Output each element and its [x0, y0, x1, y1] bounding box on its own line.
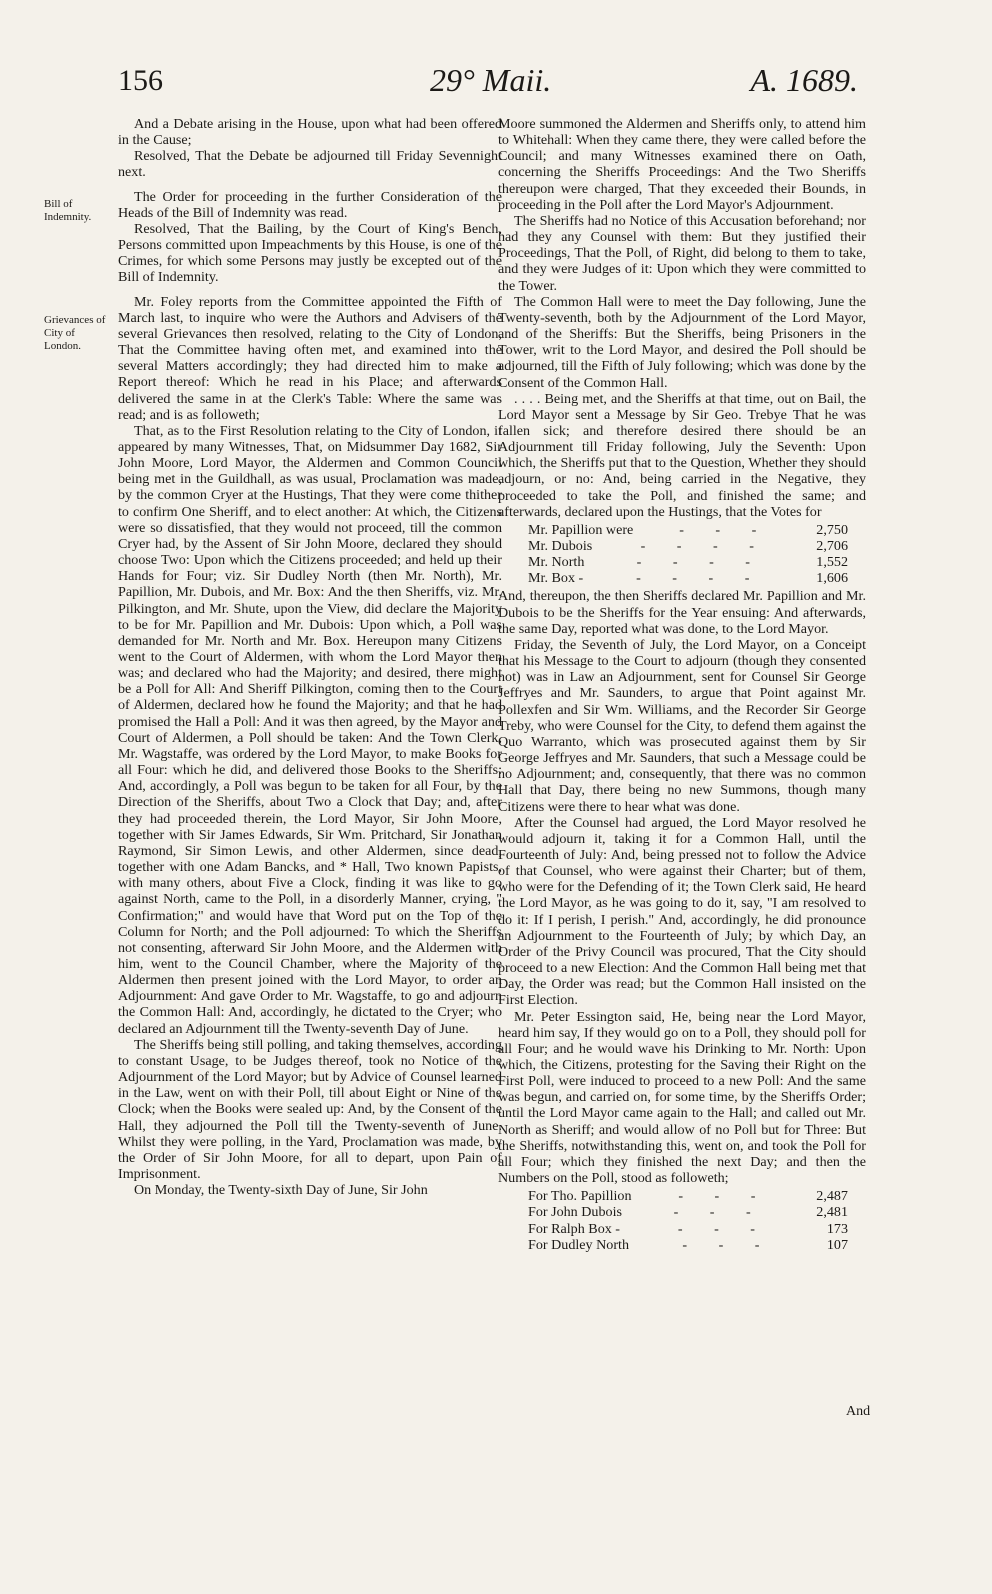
margin-note-grievances: Grievances of City of London.	[44, 314, 106, 352]
candidate-name: Mr. Papillion were	[528, 521, 634, 538]
paragraph: Resolved, That the Debate be adjourned till Friday Sevennight next.	[118, 148, 502, 181]
candidate-name: For Ralph Box -	[528, 1220, 621, 1237]
paragraph: Resolved, That the Bailing, by the Court of King's Bench, Persons committed upon Impeachments by this House, is one of the Crimes, for which some Persons may justly be excepted out of the Bill of Indemnity.	[118, 220, 502, 286]
poll-row	[528, 1188, 848, 1204]
paragraph: Friday, the Seventh of July, the Lord Mayor, on a Conceipt that his Message to the Court to adjourn (though they consented not) was in Law an Adjournment, sent for Counsel Sir George Jeffryes and Mr. Saunders, to argue that Point against Mr. Pollexfen and Sir Wm. Williams, and the Recorder Sir George Treby, who were Counsel for the City, to defend them against the Quo Warranto, which was prosecuted against them by Sir George Jeffryes and Mr. Saunders, that such a Message could be no Adjournment; and, consequently, that there was no common Hall that Day, there being no new Summons, though many Citizens were there to hear what was done.	[498, 636, 866, 815]
vote-count: 2,750	[816, 521, 848, 538]
leader-dashes: - - -	[673, 1204, 765, 1221]
poll-row	[528, 1221, 848, 1237]
candidate-name: For Tho. Papillion	[528, 1188, 632, 1205]
poll-row	[528, 538, 848, 554]
paragraph: The Order for proceeding in the further Consideration of the Heads of the Bill of Indemnity was read.	[118, 188, 502, 221]
paragraph: After the Counsel had argued, the Lord Mayor resolved he would adjourn it, taking it for a Common Hall, until the Fourteenth of July: And, being pressed not to follow the Advice of that Counsel, who were against their Charter; but of them, who were for the Defending of it; the Town Clerk said, He heard the Lord Mayor, as he was going to do it, say, "I am resolved to do it: If I perish, I perish." And, accordingly, he did pronounce an Adjournment to the Fourteenth of July; by which Day, an Order of the Privy Council was procured, That the City should proceed to a new Election: And the Common Hall being met that Day, the Order was read; but the Common Hall insisted on the First Election.	[498, 814, 866, 1009]
candidate-name: Mr. Box -	[528, 570, 584, 587]
left-column	[118, 116, 502, 1198]
candidate-name: For Dudley North	[528, 1236, 629, 1253]
leader-dashes: - - - -	[636, 570, 764, 587]
session-date: 29° Maii.	[430, 62, 552, 98]
paragraph: And, thereupon, the then Sheriffs declared Mr. Papillion and Mr. Dubois to be the Sheriffs for the Year ensuing: And afterwards, the same Day, reported what was done, to the Lord Mayor.	[498, 588, 866, 637]
poll-row	[528, 570, 848, 586]
leader-dashes: - - - -	[640, 538, 768, 555]
poll-row	[528, 1204, 848, 1220]
page-header	[118, 62, 858, 102]
vote-count: 173	[826, 1220, 848, 1237]
vote-count: 2,706	[816, 538, 848, 555]
margin-note-indemnity: Bill of Indemnity.	[44, 198, 92, 223]
catchword: And	[846, 1404, 871, 1419]
leader-dashes: - - -	[679, 521, 771, 538]
vote-count: 2,481	[816, 1204, 848, 1221]
leader-dashes: - - -	[678, 1188, 770, 1205]
paragraph: And a Debate arising in the House, upon what had been offered in the Cause;	[118, 116, 502, 149]
poll-row	[528, 522, 848, 538]
vote-count: 1,552	[816, 554, 848, 571]
leader-dashes: - - -	[682, 1236, 774, 1253]
paragraph: That, as to the First Resolution relating to the City of London, it appeared by many Witnesses, That, on Midsummer Day 1682, Sir John Moore, Lord Mayor, the Aldermen and Common Council being met in the Guildhall, as was usual, Proclamation was made, by the common Cryer at the Hustings, That they were come thither to confirm One Sheriff, and to elect another: At which, the Citizens were so dissatisfied, that they would not proceed, till the common Cryer had, by the Assent of Sir John Moore, declared they should choose Two: Upon which the Citizens proceeded; and held up their Hands for Four; viz. Sir Dudley North (then Mr. North), Mr. Papillion, Mr. Dubois, and Mr. Box: And the then Sheriffs, viz. Mr. Pilkington, and Mr. Shute, upon the View, did declare the Majority to be for Mr. Papillion and Mr. Dubois: Upon which, a Poll was demanded for Mr. North and Mr. Box. Hereupon many Citizens went to the Court of Aldermen, with whom the Lord Mayor then was; and declared who had the Majority; and desired, there might be a Poll for All: And Sheriff Pilkington, coming then to the Court of Aldermen, declared how he found the Majority; and that he had promised the Hall a Poll: And it was then agreed, by the Mayor and Court of Aldermen, a Poll should be taken: And the Town Clerk, Mr. Wagstaffe, was ordered by the Lord Mayor, to make Books for all Four: which he did, and delivered those Books to the Sheriffs: And, accordingly, a Poll was begun to be taken for all Four, by the Direction of the Sheriffs, about Two a Clock that Day; and, after they had proceeded therein, the Lord Mayor, Sir John Moore, together with Sir James Edwards, Sir Wm. Pritchard, Sir Jonathan Raymond, Sir Simon Lewis, and other Aldermen, since dead, together with one Adam Bancks, and * Hall, Two known Papists, with many others, about Five a Clock, finding it was like to go against North, came to the Poll, in a disorderly Manner, crying, " Confirmation;" and would have that Word put on the Top of the Column for North; and the Poll adjourned: To which the Sheriffs not consenting, afterward Sir John Moore, and the Aldermen with him, went to the Council Chamber, where the Majority of the Aldermen then present joined with the Lord Mayor, to order an Adjournment: And gave Order to Mr. Wagstaffe, to go and adjourn the Common Hall: And, accordingly, he dictated to the Cryer; who declared an Adjournment till the Twenty-seventh Day of June.	[118, 422, 502, 1037]
poll-row	[528, 1237, 848, 1253]
paragraph: Mr. Foley reports from the Committee appointed the Fifth of March last, to inquire who were the Authors and Advisers of the several Grievances then resolved, relating to the City of London, That the Committee having often met, and examined into the several Matters accordingly; they had directed him to make a Report thereof: Which he read in his Place; and afterwards delivered the same in at the Clerk's Table: Where the same was read; and is as followeth;	[118, 293, 502, 423]
paragraph: Mr. Peter Essington said, He, being near the Lord Mayor, heard him say, If they would go on to a Poll, they should poll for all Four; and he would wave his Drinking to Mr. North: Upon which, the Citizens, protesting for the Saving their Right on the First Poll, were induced to proceed to a new Poll: And the same was begun, and carried on, for some time, by the Sheriffs Order; until the Lord Mayor came again to the Hall; and called out Mr. North as Sheriff; and would allow of no Poll but for Three: But the Sheriffs, notwithstanding this, went on, and took the Poll for all Four; which they finished the next Day; and then the Numbers on the Poll, stood as followeth;	[498, 1008, 866, 1187]
vote-count: 2,487	[816, 1188, 848, 1205]
candidate-name: Mr. Dubois	[528, 538, 593, 555]
paragraph: The Sheriffs had no Notice of this Accusation beforehand; nor had they any Counsel with them: But they justified their Proceedings, That the Poll, of Right, did belong to them to take, and they were Judges of it: Upon which they were committed to the Tower.	[498, 212, 866, 294]
year-heading: A. 1689.	[750, 62, 858, 98]
paragraph: Moore summoned the Aldermen and Sheriffs only, to attend him to Whitehall: When they came there, they were called before the Council; and many Witnesses examined there on Oath, concerning the Sheriffs Proceedings: And the Two Sheriffs thereupon were charged, That they exceeded their Bounds, in proceeding in the Poll after the Lord Mayor's Adjournment.	[498, 116, 866, 213]
leader-dashes: - - -	[677, 1220, 769, 1237]
vote-count: 1,606	[816, 570, 848, 587]
poll-row	[528, 554, 848, 570]
candidate-name: For John Dubois	[528, 1204, 622, 1221]
vote-count: 107	[826, 1236, 848, 1253]
poll-table-second	[528, 1188, 866, 1253]
page-number: 156	[118, 64, 163, 97]
paragraph: The Sheriffs being still polling, and taking themselves, according to constant Usage, to be Judges thereof, took no Notice of the Adjournment of the Lord Mayor; but by Advice of Counsel learned in the Law, went on with their Poll, till about Eight or Nine of the Clock; when the Books were sealed up: And, by the Consent of the Hall, they adjourned the Poll till the Twenty-seventh of June. Whilst they were polling, in the Yard, Proclamation was made, by the Order of Sir John Moore, for all to depart, upon Pain of Imprisonment.	[118, 1036, 502, 1182]
leader-dashes: - - - -	[636, 554, 764, 571]
paragraph: The Common Hall were to meet the Day following, June the Twenty-seventh, both by the Adjournment of the Lord Mayor, and of the Sheriffs: But the Sheriffs, being Prisoners in the Tower, writ to the Lord Mayor, and desired the Poll should be adjourned, till the Fifth of July following; which was done by the Consent of the Common Hall.	[498, 293, 866, 391]
right-column	[498, 116, 866, 1255]
poll-table-first	[528, 522, 866, 587]
candidate-name: Mr. North	[528, 554, 585, 571]
paragraph: . . . . Being met, and the Sheriffs at that time, out on Bail, the Lord Mayor sent a Message by Sir Geo. Trebye That he was fallen sick; and therefore desired there should be an Adjournment till Friday following, July the Seventh: Upon which, the Sheriffs put that to the Question, Whether they should adjourn, or no: And, being carried in the Negative, they proceeded to take the Poll, and finished the same; and afterwards, declared upon the Hustings, that the Votes for	[498, 390, 866, 520]
paragraph: On Monday, the Twenty-sixth Day of June, Sir John	[134, 1182, 428, 1199]
